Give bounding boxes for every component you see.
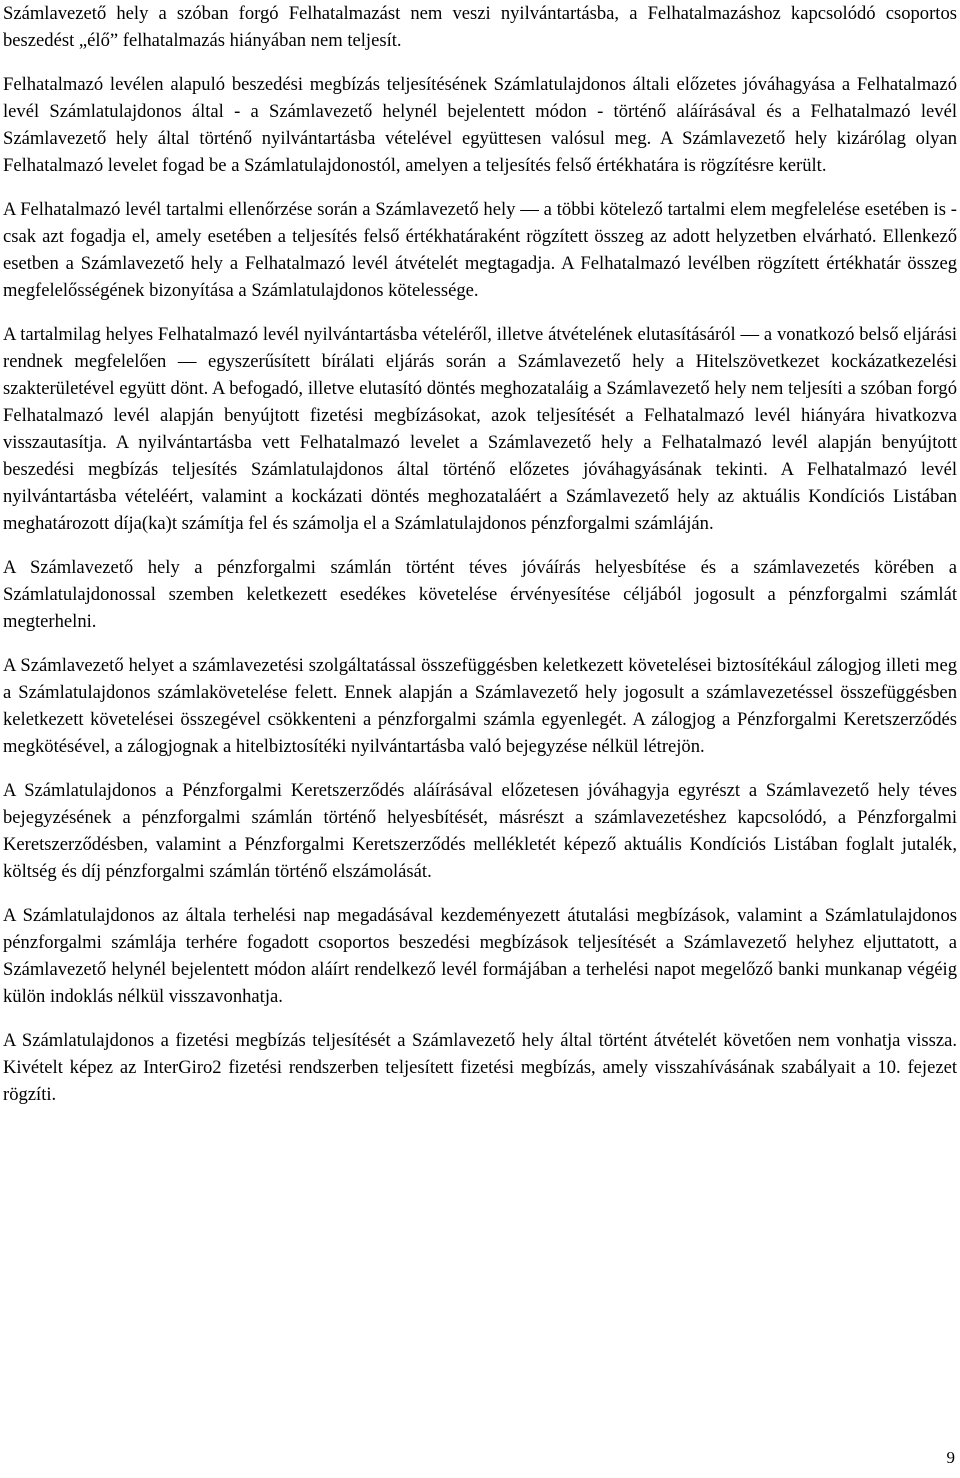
paragraph-3: A Felhatalmazó levél tartalmi ellenőrzése során a Számlavezető hely — a többi kötelező tartalmi elem megfelelése esetében is - csak azt fogadja el, amely esetében a teljesítés felső értékhatáraként rögzített összeg az adott helyzetben elvárható. Ellenkező esetben a Számlavezető hely a Felhatalmazó levél átvételét megtagadja. A Felhatalmazó levélben rögzített értékhatár összeg megfelelősségének bizonyítása a Számlatulajdonos kötelessége. <box>3 199 957 301</box>
paragraph-2: Felhatalmazó levélen alapuló beszedési megbízás teljesítésének Számlatulajdonos általi előzetes jóváhagyása a Felhatalmazó levél Számlatulajdonos által - a Számlavezető helynél bejelentett módon - történő aláírásával és a Felhatalmazó levél Számlavezető hely által történő nyilvántartásba vételével együttesen valósul meg. A Számlavezető hely kizárólag olyan Felhatalmazó levelet fogad be a Számlatulajdonostól, amelyen a teljesítés felső értékhatára is rögzítésre került. <box>3 74 957 176</box>
paragraph-4: A tartalmilag helyes Felhatalmazó levél nyilvántartásba vételéről, illetve átvételének elutasításáról — a vonatkozó belső eljárási rendnek megfelelően — egyszerűsített bírálati eljárás során a Számlavezető hely a Hitelszövetkezet kockázatkezelési szakterületével együtt dönt. A befogadó, illetve elutasító döntés meghozataláig a Számlavezető hely nem teljesíti a szóban forgó Felhatalmazó levél alapján benyújtott fizetési megbízásokat, azok teljesítését a Felhatalmazó levél hiányára hivatkozva visszautasítja. A nyilvántartásba vett Felhatalmazó levelet a Számlavezető hely a Felhatalmazó levél alapján benyújtott beszedési megbízás teljesítés Számlatulajdonos által történő előzetes jóváhagyásának tekinti. A Felhatalmazó levél nyilvántartásba vételéért, valamint a kockázati döntés meghozataláért a Számlavezető hely az aktuális Kondíciós Listában meghatározott díja(ka)t számítja fel és számolja el a Számlatulajdonos pénzforgalmi számláján. <box>3 324 957 534</box>
paragraph-6: A Számlavezető helyet a számlavezetési szolgáltatással összefüggésben keletkezett követelései biztosítékául zálogjog illeti meg a Számlatulajdonos számlakövetelése felett. Ennek alapján a Számlavezető hely jogosult a számlavezetéssel összefüggésben keletkezett követelései összegével csökkenteni a pénzforgalmi számla egyenlegét. A zálogjog a Pénzforgalmi Keretszerződés megkötésével, a zálogjognak a hitelbiztosítéki nyilvántartásba való bejegyzése nélkül létrejön. <box>3 655 957 757</box>
document-page <box>3 0 957 1108</box>
paragraph-5: A Számlavezető hely a pénzforgalmi számlán történt téves jóváírás helyesbítése és a számlavezetés körében a Számlatulajdonossal szemben keletkezett esedékes követelése érvényesítése céljából jogosult a pénzforgalmi számlát megterhelni. <box>3 557 957 632</box>
paragraph-7: A Számlatulajdonos a Pénzforgalmi Keretszerződés aláírásával előzetesen jóváhagyja egyrészt a Számlavezető hely téves bejegyzésének a pénzforgalmi számlán történő helyesbítését, másrészt a számlavezetéshez kapcsolódó, a Pénzforgalmi Keretszerződésben, valamint a Pénzforgalmi Keretszerződés mellékletét képező aktuális Kondíciós Listában foglalt jutalék, költség és díj pénzforgalmi számlán történő elszámolását. <box>3 780 957 882</box>
page-number: 9 <box>946 1448 955 1467</box>
paragraph-9: A Számlatulajdonos a fizetési megbízás teljesítését a Számlavezető hely által történt átvételét követően nem vonhatja vissza. Kivételt képez az InterGiro2 fizetési rendszerben teljesített fizetési megbízás, amely visszahívásának szabályait a 10. fejezet rögzíti. <box>3 1030 957 1105</box>
paragraph-8: A Számlatulajdonos az általa terhelési nap megadásával kezdeményezett átutalási megbízások, valamint a Számlatulajdonos pénzforgalmi számlája terhére fogadott csoportos beszedési megbízások teljesítését a Számlavezető helyhez eljuttatott, a Számlavezető helynél bejelentett módon aláírt rendelkező levél formájában a terhelési napot megelőző banki munkanap végéig külön indoklás nélkül visszavonhatja. <box>3 905 957 1007</box>
paragraph-1: Számlavezető hely a szóban forgó Felhatalmazást nem veszi nyilvántartásba, a Felhatalmazáshoz kapcsolódó csoportos beszedést „élő” felhatalmazás hiányában nem teljesít. <box>3 3 957 51</box>
